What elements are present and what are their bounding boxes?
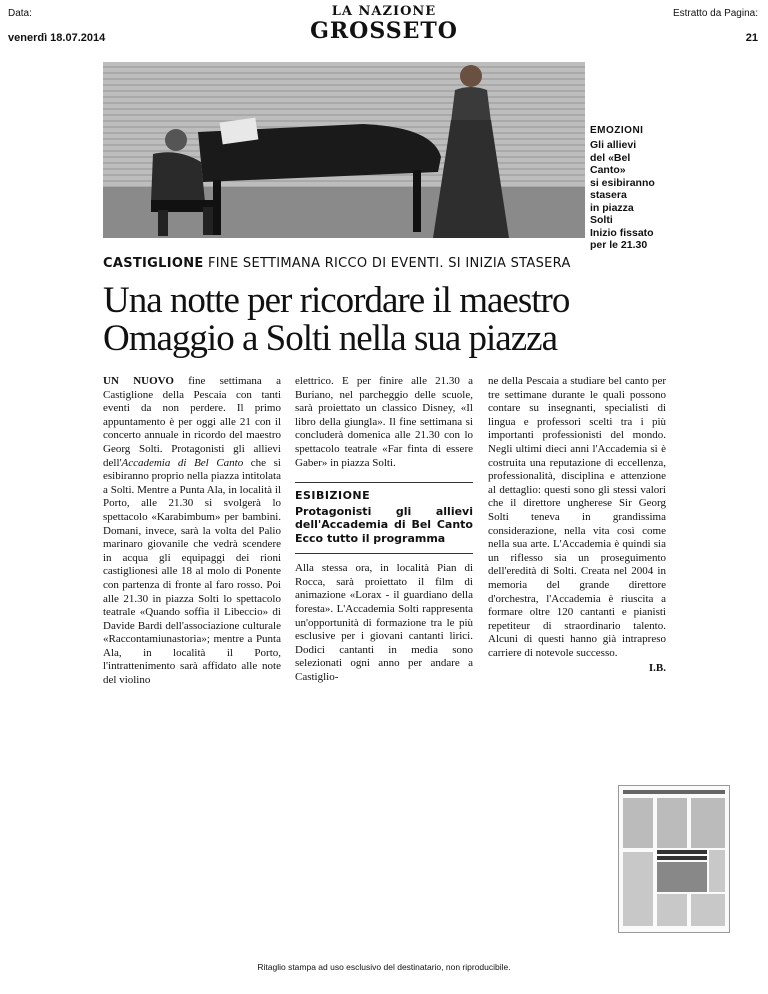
page-value: 21 (745, 32, 758, 44)
masthead-top: LA NAZIONE (331, 4, 437, 19)
page-thumbnail-image (619, 786, 729, 932)
sidebar-divider (295, 553, 473, 554)
kicker-text: FINE SETTIMANA RICCO DI EVENTI. SI INIZIA STASERA (208, 256, 571, 271)
caption-line: per le 21.30 (590, 239, 648, 251)
caption-line: si esibiranno (590, 176, 655, 189)
caption-line: in piazza (590, 201, 634, 214)
article-column-2 (295, 375, 473, 685)
caption-line: Inizio fissato (590, 226, 654, 239)
headline-line1: Una notte per ricordare il maestro (103, 280, 570, 321)
headline (103, 282, 703, 358)
date-label: Data: (8, 8, 32, 19)
col2-text-b: Alla stessa ora, in località Pian di Rocca, sarà proiettato il film di animazione «Lorax - il guardiano della foresta». L'Accademia Solti rappresenta un'opportunità di formazione tra le più esclusive per i giovani cantanti lirici. Dodici cantanti in media sono selezionati ogni anno per andare a Castiglio- (295, 562, 473, 683)
sidebar-title: Protagonisti gli allievi dell'Accademia di Bel Canto Ecco tutto il programma (295, 504, 473, 545)
caption-line: Canto» (590, 164, 626, 176)
col2-text-a: elettrico. E per finire alle 21.30 a Buriano, nel parcheggio delle scuole, sarà proiettato un classico Disney, «Il libro della giungla». Il fine settimana si concluderà domenica alle 21.30 con lo spettacolo teatrale «Far finta di essere Gaber» in piazza Solti. (295, 375, 473, 469)
page-thumbnail (618, 785, 730, 933)
kicker-place: CASTIGLIONE (103, 256, 204, 271)
sidebar-kicker: ESIBIZIONE (295, 489, 371, 503)
caption-line: stasera (590, 189, 627, 201)
col1-italic: Accademia di Bel Canto (121, 456, 244, 469)
author-signature: I.B. (648, 662, 666, 675)
col1-text-b: che si esibiranno proprio nella piazza intitolata a Solti. Mentre a Punta Ala, in località il Porto, alle 21.30 si svolgerà lo spettacolo «Karabimbum» per bambini. Domani, invece, sarà la volta del Palio marinaro giovanile che vedrà scendere in acqua gli equipaggi dei rioni castiglionesi alle 18 al molo di Ponente con partenza di fronte al faro rosso. Poi alle 21.30 in piazza Solti lo spettacolo teatrale «Quando soffia il Libeccio» di Davide Bardi dell'associazione culturale «Raccontamiunastoria»; mentre a Punta Ala, in località il Porto, l'intrattenimento sarà affidato alle note del violino (103, 456, 281, 687)
caption-line: del «Bel (590, 151, 631, 164)
concert-photo (103, 62, 585, 238)
caption-line: Solti (590, 214, 613, 226)
caption-body (590, 139, 670, 252)
date-value: venerdì 18.07.2014 (8, 32, 106, 44)
col1-text-a: fine settimana a Castiglione della Pescaia con tanti eventi da non perdere. Il primo appuntamento è per oggi alle 21 con il concerto annuale in ricordo del maestro Georg Solti. Protagonisti gli allievi dell' (103, 375, 281, 469)
masthead-main: GROSSETO (310, 18, 458, 44)
kicker (103, 256, 571, 271)
footer-note: Ritaglio stampa ad uso esclusivo del destinatario, non riproducibile. (257, 962, 511, 972)
caption-line: Gli allievi (590, 139, 637, 151)
concert-photo-image (103, 62, 585, 238)
col3-text: ne della Pescaia a studiare bel canto per tre settimane durante le quali possono contare su insegnanti, specialisti di lingua e professori scelti tra i più importanti professionisti del mondo. Negli ultimi dieci anni l'Accademia si è costruita una reputazione di eccellenza, professionalità, disciplina e attenzione al dettaglio: questi sono gli stessi valori che il direttore ungherese Sir Georg Solti teneva in grandissima considerazione, nella vita così come nella sua arte. L'Accademia è quindi sia un riflesso sia un proseguimento dell'eredità di Solti. Creata nel 2004 in memoria del grande direttore d'orchestra, l'Accademia è riuscita a formare oltre 120 cantanti e pianisti repetiteur di straordinario talento. Alcuni di questi hanno già intrapreso carriere di notevole successo. (488, 375, 666, 659)
lead-in: UN NUOVO (103, 375, 174, 387)
article-column-1 (103, 375, 281, 688)
article-column-3 (488, 375, 666, 676)
sidebar-box (295, 482, 473, 545)
headline-line2: Omaggio a Solti nella sua piazza (103, 318, 557, 359)
caption-title: EMOZIONI (590, 125, 644, 136)
page-label: Estratto da Pagina: (672, 8, 758, 19)
